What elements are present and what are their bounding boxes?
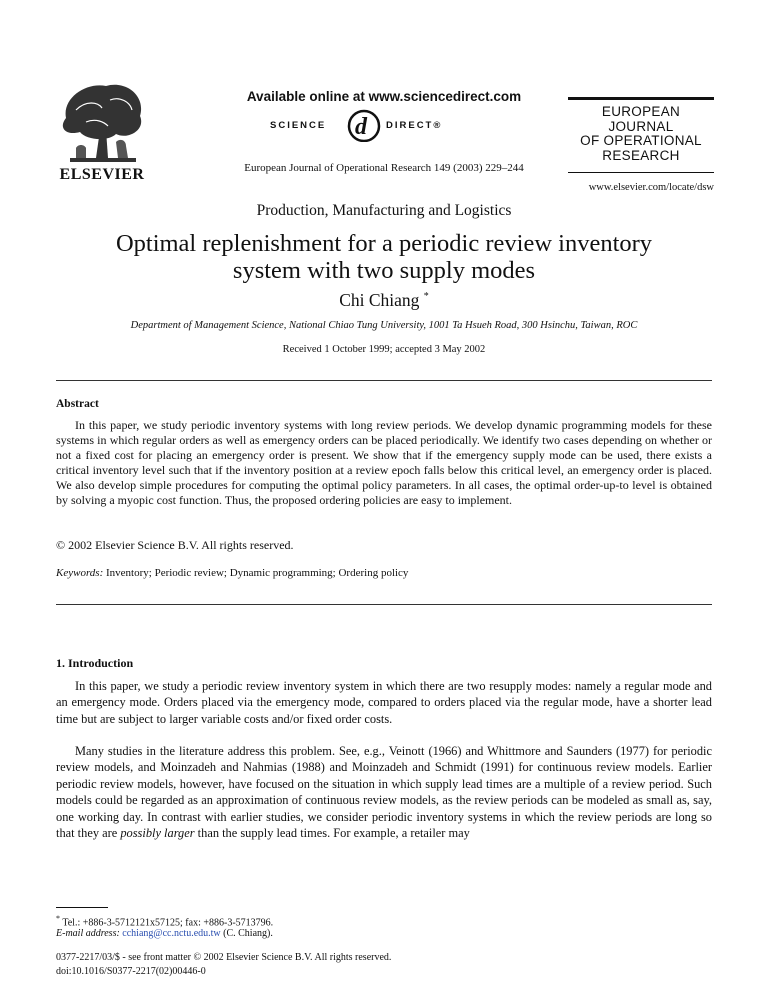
journal-logo-top-rule <box>568 97 714 100</box>
keywords <box>56 567 408 579</box>
journal-logo-line: OF OPERATIONAL <box>580 133 702 148</box>
footnote-contact-text: Tel.: +886-3-5712121x57125; fax: +886-3-5713796. <box>62 917 274 929</box>
paragraph-text: than the supply lead times. For example, a retailer may <box>194 826 470 841</box>
abstract-top-rule <box>56 380 712 381</box>
journal-logo <box>568 105 714 163</box>
email-suffix: (C. Chiang). <box>220 928 273 939</box>
abstract-text: In this paper, we study periodic inventory systems with long review periods. We develop dynamic programming models for these systems in which regular orders as well as emergency orders can be placed periodically. We identify two cases depending on whether or not a fixed cost for placing an emergency order is present. We show that if the emergency supply mode can be used, there exists a critical inventory level such that if the inventory position at a review epoch falls below this critical level, an emergency order is placed. We also develop simple procedures for computing the optimal policy parameters. In all cases, the optimal order-up-to level is obtained by solving a myopic cost function. Thus, the proposed ordering policies are easy to implement. <box>56 418 712 507</box>
abstract-copyright: © 2002 Elsevier Science B.V. All rights reserved. <box>56 538 294 552</box>
issn-line: 0377-2217/03/$ - see front matter © 2002 Elsevier Science B.V. All rights reserved. <box>56 952 392 963</box>
publisher-name: ELSEVIER <box>59 166 145 183</box>
journal-url-link[interactable]: www.elsevier.com/locate/dsw <box>588 182 714 193</box>
sciencedirect-logo[interactable] <box>268 108 508 142</box>
email-label: E-mail address: <box>56 928 123 939</box>
title-line: system with two supply modes <box>232 257 536 284</box>
keywords-label: Keywords: <box>56 567 104 579</box>
sciencedirect-right-word: DIRECT® <box>386 120 443 131</box>
doi-line[interactable]: doi:10.1016/S0377-2217(02)00446-0 <box>56 966 206 977</box>
footnote-rule <box>56 907 108 908</box>
available-online-banner[interactable]: Available online at www.sciencedirect.com <box>246 89 522 104</box>
footnote-mark: * <box>56 914 60 923</box>
intro-paragraph-1: In this paper, we study a periodic review inventory system in which there are two resupply modes: namely a regular mode and an emergency mode. Orders placed via the emergency mode, compared to orders placed via the regular mode, have a shorter lead time but are subject to larger variable costs and/or fixed order costs. <box>56 679 712 726</box>
sciencedirect-d-icon <box>346 108 382 142</box>
author-affiliation: Department of Management Science, National Chiao Tung University, 1001 Ta Hsueh Road, 300 Hsinchu, Taiwan, ROC <box>130 320 638 331</box>
intro-paragraph-2 <box>56 743 712 841</box>
footnote-email <box>56 928 273 939</box>
email-link[interactable]: cchiang@cc.nctu.edu.tw <box>122 928 221 939</box>
author-footnote-mark[interactable]: * <box>423 291 429 303</box>
keywords-text: Inventory; Periodic review; Dynamic programming; Ordering policy <box>103 567 409 579</box>
received-dates: Received 1 October 1999; accepted 3 May 2002 <box>282 344 486 355</box>
journal-logo-line: JOURNAL <box>608 118 674 134</box>
paragraph-text: Many studies in the literature address this problem. See, e.g., Veinott (1966) and Whittmore and Saunders (1977) for periodic review models, and Moinzadeh and Nahmias (1988) and Moinzadeh and Schmidt (1991) for continuous review models. Earlier periodic review models, however, have focused on the situation in which supply lead times are a multiple of a review period. Such models could be regarded as an approximation of continuous review models, as the review periods can be modeled as small as, say, one working day. In contrast with earlier studies, we consider periodic inventory systems in which the review periods are long so that they are <box>56 744 712 841</box>
sciencedirect-left-word: SCIENCE <box>270 120 327 131</box>
article-title <box>60 230 708 284</box>
author-text: Chi Chiang <box>339 290 420 310</box>
abstract-heading: Abstract <box>56 398 99 410</box>
section-heading-introduction: 1. Introduction <box>56 656 134 670</box>
author-name[interactable] <box>0 290 768 311</box>
svg-text:d: d <box>355 114 367 140</box>
article-section: Production, Manufacturing and Logistics <box>256 202 512 219</box>
footnote-contact <box>56 914 273 928</box>
emphasis-text: possibly larger <box>120 826 195 841</box>
title-line: Optimal replenishment for a periodic review inventory <box>115 230 653 257</box>
journal-logo-line: EUROPEAN <box>601 104 681 119</box>
journal-reference: European Journal of Operational Research 149 (2003) 229–244 <box>244 162 524 174</box>
journal-logo-line: RESEARCH <box>602 147 680 163</box>
journal-logo-bottom-rule <box>568 172 714 173</box>
abstract-bottom-rule <box>56 604 712 605</box>
